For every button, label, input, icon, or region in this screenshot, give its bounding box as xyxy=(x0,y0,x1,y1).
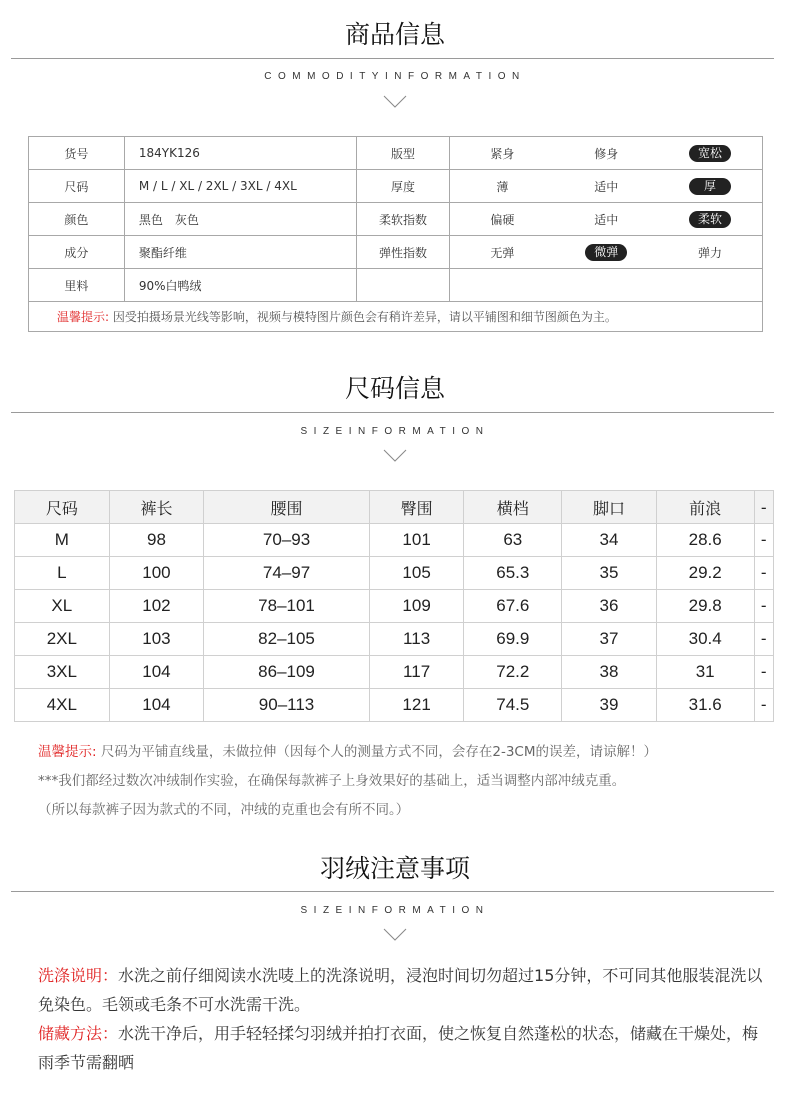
attr-option xyxy=(658,145,762,162)
option-text: 适中 xyxy=(594,179,619,194)
divider xyxy=(11,58,774,59)
column-header: 臀围 xyxy=(369,491,464,524)
info-label: 成分 xyxy=(29,236,125,269)
table-cell: XL xyxy=(15,590,110,623)
table-cell: L xyxy=(15,557,110,590)
option-text: 弹力 xyxy=(698,245,723,260)
table-row xyxy=(15,689,774,722)
table-row xyxy=(15,656,774,689)
table-cell: 28.6 xyxy=(656,524,754,557)
attr-label xyxy=(356,269,450,302)
table-cell: 98 xyxy=(109,524,204,557)
table-cell: 86–109 xyxy=(204,656,370,689)
table-cell: 101 xyxy=(369,524,464,557)
option-text: 薄 xyxy=(496,179,509,194)
note-label: 温馨提示: xyxy=(57,310,110,324)
column-header: 脚口 xyxy=(562,491,657,524)
size-note-line-2: ***我们都经过数次冲绒制作实验，在确保每款裤子上身效果好的基础上，适当调整内部冲绒克重。 xyxy=(38,773,626,789)
table-cell: 3XL xyxy=(15,656,110,689)
table-cell: 38 xyxy=(562,656,657,689)
attr-option xyxy=(554,145,658,162)
info-value: 黑色 灰色 xyxy=(124,203,356,236)
size-table xyxy=(14,490,774,722)
attr-option xyxy=(554,178,658,195)
attr-options xyxy=(450,269,763,302)
attr-option xyxy=(450,178,554,195)
table-cell: 34 xyxy=(562,524,657,557)
wash-instructions xyxy=(38,961,768,1019)
table-cell: 36 xyxy=(562,590,657,623)
attr-option xyxy=(554,211,658,228)
table-cell: 117 xyxy=(369,656,464,689)
attr-option xyxy=(658,244,762,261)
size-notes xyxy=(38,738,657,825)
column-header: 横档 xyxy=(464,491,562,524)
attr-label: 厚度 xyxy=(356,170,450,203)
info-row xyxy=(29,269,763,302)
size-note-line-1 xyxy=(38,738,657,767)
table-cell: 105 xyxy=(369,557,464,590)
attr-options xyxy=(450,236,763,269)
table-cell: 31 xyxy=(656,656,754,689)
care-subtitle: SIZEINFORMATION xyxy=(300,905,490,916)
selected-option-badge: 柔软 xyxy=(689,211,731,228)
column-header: - xyxy=(754,491,773,524)
info-note-row xyxy=(29,302,763,332)
table-cell: - xyxy=(754,590,773,623)
attr-options xyxy=(450,170,763,203)
table-cell: - xyxy=(754,689,773,722)
column-header: 裤长 xyxy=(109,491,204,524)
info-value: 聚酯纤维 xyxy=(124,236,356,269)
selected-option-badge: 微弹 xyxy=(585,244,627,261)
table-cell: - xyxy=(754,656,773,689)
info-value: 90%白鸭绒 xyxy=(124,269,356,302)
info-label: 货号 xyxy=(29,137,125,170)
table-cell: 102 xyxy=(109,590,204,623)
table-cell: 113 xyxy=(369,623,464,656)
storage-text: 水洗干净后，用手轻轻揉匀羽绒并拍打衣面，使之恢复自然蓬松的状态，储藏在干燥处，梅雨季节需翻晒 xyxy=(38,1024,759,1072)
attr-label: 弹性指数 xyxy=(356,236,450,269)
table-cell: 104 xyxy=(109,689,204,722)
column-header: 腰围 xyxy=(204,491,370,524)
divider xyxy=(11,412,774,413)
size-title: 尺码信息 xyxy=(344,374,445,403)
table-cell: 2XL xyxy=(15,623,110,656)
storage-instructions xyxy=(38,1019,768,1077)
attr-options xyxy=(450,203,763,236)
commodity-section-header xyxy=(0,20,790,50)
table-cell: 74.5 xyxy=(464,689,562,722)
info-label: 颜色 xyxy=(29,203,125,236)
table-cell: 29.8 xyxy=(656,590,754,623)
info-value: M / L / XL / 2XL / 3XL / 4XL xyxy=(124,170,356,203)
commodity-info-table xyxy=(28,136,763,332)
attr-option xyxy=(658,211,762,228)
option-text: 无弹 xyxy=(490,245,515,260)
info-row xyxy=(29,170,763,203)
commodity-title: 商品信息 xyxy=(344,20,445,49)
attr-option xyxy=(450,211,554,228)
divider xyxy=(11,891,774,892)
option-text: 修身 xyxy=(594,146,619,161)
attr-option xyxy=(450,145,554,162)
table-cell: 65.3 xyxy=(464,557,562,590)
size-section-header xyxy=(0,374,790,404)
table-cell: M xyxy=(15,524,110,557)
attr-option xyxy=(450,244,554,261)
attr-label: 柔软指数 xyxy=(356,203,450,236)
table-row xyxy=(15,623,774,656)
selected-option-badge: 宽松 xyxy=(689,145,731,162)
note-label: 温馨提示: xyxy=(38,744,97,760)
option-text: 适中 xyxy=(594,212,619,227)
size-table-header xyxy=(15,491,774,524)
table-cell: 90–113 xyxy=(204,689,370,722)
selected-option-badge: 厚 xyxy=(689,178,731,195)
table-cell: 72.2 xyxy=(464,656,562,689)
table-cell: 39 xyxy=(562,689,657,722)
table-cell: 103 xyxy=(109,623,204,656)
chevron-down-icon xyxy=(383,95,407,109)
table-cell: 29.2 xyxy=(656,557,754,590)
table-cell: - xyxy=(754,557,773,590)
table-cell: 74–97 xyxy=(204,557,370,590)
info-label: 里料 xyxy=(29,269,125,302)
size-subtitle: SIZEINFORMATION xyxy=(300,426,490,437)
care-title: 羽绒注意事项 xyxy=(319,854,470,883)
attr-option xyxy=(554,244,658,261)
attr-options xyxy=(450,137,763,170)
table-cell: 104 xyxy=(109,656,204,689)
table-cell: 78–101 xyxy=(204,590,370,623)
table-cell: 69.9 xyxy=(464,623,562,656)
care-section-header xyxy=(0,854,790,884)
info-row xyxy=(29,236,763,269)
table-cell: 109 xyxy=(369,590,464,623)
table-row xyxy=(15,590,774,623)
storage-label: 储藏方法： xyxy=(38,1024,119,1043)
note-text: 因受拍摄场景光线等影响，视频与模特图片颜色会有稍许差异，请以平铺图和细节图颜色为主。 xyxy=(109,310,617,324)
chevron-down-icon xyxy=(383,449,407,463)
table-cell: - xyxy=(754,524,773,557)
table-row xyxy=(15,524,774,557)
care-instructions xyxy=(38,961,768,1077)
info-row xyxy=(29,203,763,236)
column-header: 前浪 xyxy=(656,491,754,524)
info-value: 184YK126 xyxy=(124,137,356,170)
size-note-line-3: （所以每款裤子因为款式的不同，冲绒的克重也会有所不同。） xyxy=(38,802,410,818)
option-text: 紧身 xyxy=(490,146,515,161)
table-cell: - xyxy=(754,623,773,656)
attr-option xyxy=(658,178,762,195)
wash-text: 水洗之前仔细阅读水洗唛上的洗涤说明，浸泡时间切勿超过15分钟，不可同其他服装混洗以免染色。毛领或毛条不可水洗需干洗。 xyxy=(38,966,763,1014)
table-cell: 82–105 xyxy=(204,623,370,656)
table-row xyxy=(15,557,774,590)
commodity-subtitle: COMMODITYINFORMATION xyxy=(264,71,526,82)
table-cell: 4XL xyxy=(15,689,110,722)
chevron-down-icon xyxy=(383,928,407,942)
wash-label: 洗涤说明： xyxy=(38,966,119,985)
table-cell: 70–93 xyxy=(204,524,370,557)
info-row xyxy=(29,137,763,170)
info-note xyxy=(29,302,763,332)
note-text: 尺码为平铺直线量，未做拉伸（因每个人的测量方式不同，会存在2-3CM的误差，请谅解！） xyxy=(96,744,657,760)
info-label: 尺码 xyxy=(29,170,125,203)
table-cell: 35 xyxy=(562,557,657,590)
table-cell: 30.4 xyxy=(656,623,754,656)
attr-label: 版型 xyxy=(356,137,450,170)
table-cell: 67.6 xyxy=(464,590,562,623)
table-cell: 63 xyxy=(464,524,562,557)
table-cell: 37 xyxy=(562,623,657,656)
table-cell: 121 xyxy=(369,689,464,722)
option-text: 偏硬 xyxy=(490,212,515,227)
table-cell: 31.6 xyxy=(656,689,754,722)
table-cell: 100 xyxy=(109,557,204,590)
column-header: 尺码 xyxy=(15,491,110,524)
